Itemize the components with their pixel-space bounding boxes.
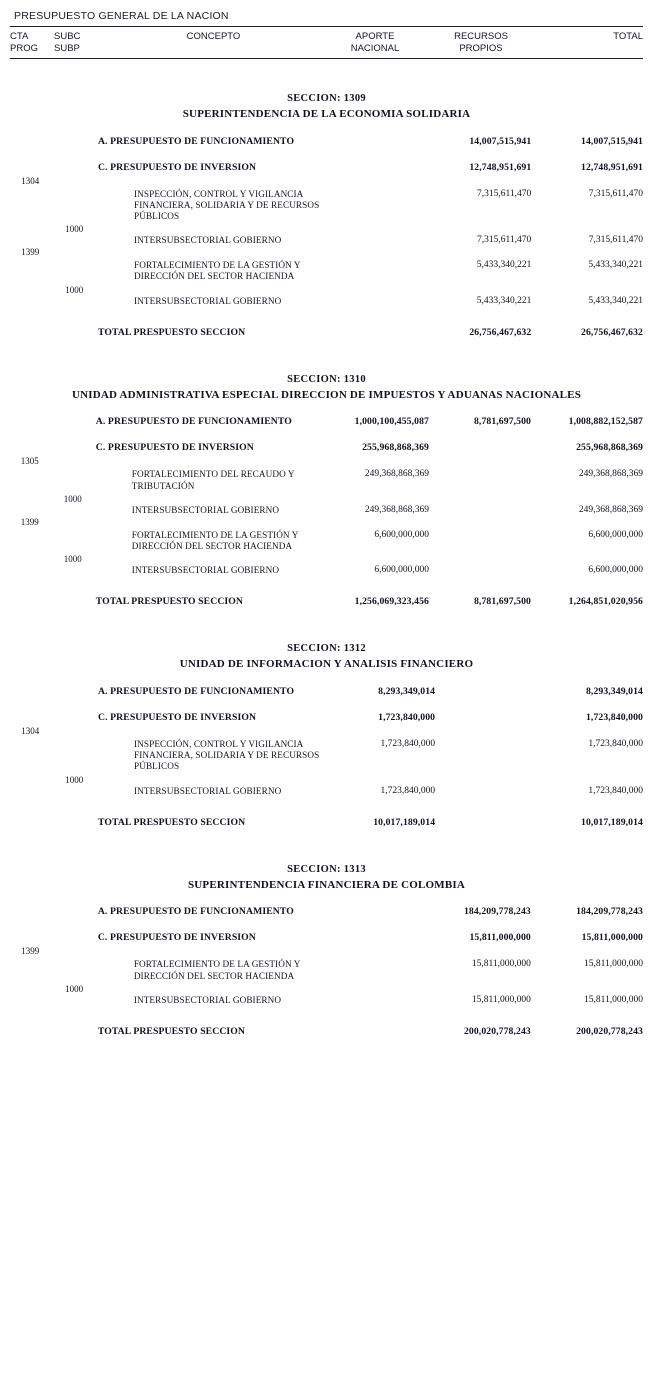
cell-aporte-nacional [333, 919, 432, 945]
cell-concepto: INSPECCIÓN, CONTROL Y VIGILANCIA FINANCIERA, SOLIDARIA Y DE RECURSOS PÚBLICOS [134, 188, 320, 221]
sections-container [0, 59, 653, 1039]
page-bottom-spacer [0, 1039, 653, 1061]
section-rows-table [10, 122, 643, 340]
cell-total: 26,756,467,632 [581, 326, 643, 338]
section-code: SECCION: 1312 [287, 643, 366, 655]
cell-subc-subp: 1000 [63, 554, 82, 565]
cell-subc-subp: 1000 [65, 284, 84, 295]
cell-aporte-nacional [333, 945, 432, 982]
cell-aporte-nacional: 1,000,100,455,087 [354, 416, 429, 428]
cell-total: 15,811,000,000 [583, 994, 643, 1005]
cell-total: 1,264,851,020,956 [568, 596, 643, 608]
table-row [10, 945, 643, 982]
column-header-cta-prog [10, 27, 54, 58]
cell-cta-prog [10, 307, 51, 340]
cell-concepto: FORTALECIMIENTO DE LA GESTIÓN Y DIRECCIÓN DEL SECTOR HACIENDA [134, 260, 301, 282]
cell-recursos-propios: 15,811,000,000 [469, 932, 531, 944]
cell-recursos-propios [441, 774, 539, 797]
table-row [10, 284, 643, 307]
cell-cta-prog: 1399 [21, 946, 40, 957]
cell-subc-subp [51, 307, 98, 340]
cell-recursos-propios [441, 725, 539, 774]
cell-concepto: C. PRESUPUESTO DE INVERSION [98, 161, 257, 173]
cell-aporte-nacional [333, 307, 433, 340]
table-row [10, 892, 643, 919]
cell-subc-subp [50, 1006, 97, 1039]
column-header-recursos-propios [429, 27, 533, 58]
cell-recursos-propios: 7,315,611,470 [477, 235, 532, 246]
cell-recursos-propios [435, 553, 539, 576]
cell-subc-subp [51, 246, 98, 283]
cell-concepto: FORTALECIMIENTO DEL RECAUDO Y TRIBUTACIÓN [131, 469, 295, 491]
cell-concepto: TOTAL PRESPUESTO SECCION [95, 596, 244, 608]
section-total-row [10, 797, 643, 830]
cell-cta-prog: 1399 [20, 516, 39, 527]
cell-concepto: TOTAL PRESPUESTO SECCION [97, 1025, 246, 1037]
cell-aporte-nacional: 1,723,840,000 [378, 711, 436, 723]
section-total-row [10, 576, 643, 609]
table-row [10, 672, 643, 699]
cell-total: 200,020,778,243 [576, 1025, 643, 1037]
cell-subc-subp [51, 175, 98, 224]
cell-concepto: TOTAL PRESPUESTO SECCION [98, 816, 246, 828]
table-row [10, 493, 643, 516]
table-row [10, 402, 643, 429]
cell-concepto: INSPECCIÓN, CONTROL Y VIGILANCIA FINANCIERA, SOLIDARIA Y DE RECURSOS PÚBLICOS [134, 738, 320, 772]
section-total-row [10, 307, 643, 340]
section-rows-table [10, 892, 643, 1038]
cell-cta-prog [10, 223, 51, 246]
cell-subc-subp [51, 122, 98, 149]
cell-aporte-nacional [333, 246, 433, 283]
cell-subc-subp: 1000 [65, 224, 84, 235]
cell-recursos-propios [435, 455, 539, 492]
cell-total: 1,008,882,152,587 [568, 416, 643, 428]
cell-total: 6,600,000,000 [588, 529, 643, 540]
cell-total: 7,315,611,470 [588, 235, 643, 246]
cell-recursos-propios [441, 797, 539, 830]
table-row [10, 175, 643, 224]
cell-concepto: INTERSUBSECTORIAL GOBIERNO [131, 565, 280, 576]
cell-subc-subp [50, 945, 97, 982]
cell-aporte-nacional: 6,600,000,000 [374, 565, 429, 576]
cell-subc-subp: 1000 [65, 983, 84, 994]
cell-total: 8,293,349,014 [585, 685, 643, 697]
cell-subc-subp: 1000 [63, 493, 82, 504]
table-row [10, 553, 643, 576]
cell-concepto: FORTALECIMIENTO DE LA GESTIÓN Y DIRECCIÓN DEL SECTOR HACIENDA [131, 529, 299, 551]
cell-concepto: C. PRESUPUESTO DE INVERSION [95, 442, 254, 454]
cell-aporte-nacional [333, 1006, 432, 1039]
section-gap [0, 830, 653, 864]
cell-total: 14,007,515,941 [581, 135, 643, 147]
cell-cta-prog [10, 553, 50, 576]
cell-recursos-propios: 7,315,611,470 [477, 188, 532, 199]
column-header-subp: SUBP [54, 42, 80, 54]
document-title: PRESUPUESTO GENERAL DE LA NACION [14, 10, 229, 22]
cell-concepto: INTERSUBSECTORIAL GOBIERNO [134, 235, 282, 246]
cell-aporte-nacional: 255,968,868,369 [362, 442, 429, 454]
cell-subc-subp [50, 919, 97, 945]
cell-recursos-propios: 8,781,697,500 [473, 596, 531, 608]
cell-subc-subp [50, 429, 96, 455]
cell-total: 15,811,000,000 [583, 959, 643, 970]
cell-recursos-propios: 5,433,340,221 [476, 260, 532, 271]
section-gap [0, 340, 653, 374]
cell-cta-prog [10, 919, 50, 945]
cell-total: 12,748,951,691 [581, 161, 643, 173]
cell-recursos-propios [435, 516, 539, 553]
cell-total: 184,209,778,243 [576, 906, 643, 918]
cell-total: 1,723,840,000 [585, 711, 643, 723]
cell-aporte-nacional [333, 284, 433, 307]
cell-subc-subp: 1000 [65, 774, 84, 785]
cell-subc-subp [50, 455, 96, 492]
table-row [10, 516, 643, 553]
cell-cta-prog: 1399 [21, 247, 40, 258]
cell-subc-subp [51, 149, 98, 175]
cell-subc-subp [50, 576, 96, 609]
cell-total: 1,723,840,000 [588, 738, 643, 749]
cell-recursos-propios [441, 672, 539, 699]
cell-concepto: INTERSUBSECTORIAL GOBIERNO [133, 994, 282, 1005]
cell-total: 255,968,868,369 [576, 442, 643, 454]
table-row [10, 774, 643, 797]
cell-concepto: A. PRESUPUESTO DE FUNCIONAMIENTO [98, 135, 295, 147]
cell-aporte-nacional: 249,368,868,369 [364, 504, 429, 515]
cell-recursos-propios: 15,811,000,000 [471, 994, 531, 1005]
cell-concepto: TOTAL PRESPUESTO SECCION [98, 326, 246, 338]
cell-recursos-propios: 5,433,340,221 [476, 295, 532, 306]
table-row [10, 455, 643, 492]
table-row [10, 983, 643, 1006]
cell-recursos-propios: 12,748,951,691 [469, 161, 532, 173]
table-row [10, 223, 643, 246]
column-header-aporte-line2: NACIONAL [350, 42, 400, 54]
cell-subc-subp [50, 892, 97, 919]
cell-total: 10,017,189,014 [581, 816, 643, 828]
cell-subc-subp [51, 725, 98, 774]
cell-total: 5,433,340,221 [588, 260, 643, 271]
column-header-total: TOTAL [613, 31, 643, 42]
cell-total: 7,315,611,470 [588, 188, 643, 199]
cell-total: 249,368,868,369 [578, 504, 643, 515]
cell-total: 6,600,000,000 [588, 565, 643, 576]
section-gap [0, 609, 653, 643]
cell-cta-prog: 1305 [20, 456, 39, 467]
cell-cta-prog [10, 1006, 50, 1039]
section-name: UNIDAD DE INFORMACION Y ANALISIS FINANCIERO [179, 658, 474, 671]
table-row [10, 246, 643, 283]
section-block [0, 864, 653, 1039]
section-block [0, 374, 653, 610]
column-header-aporte-nacional [321, 27, 429, 58]
section-name: SUPERINTENDENCIA DE LA ECONOMIA SOLIDARIA [182, 107, 471, 120]
cell-cta-prog [10, 402, 50, 429]
column-header-recursos-line2: PROPIOS [459, 42, 503, 54]
section-total-row [10, 1006, 643, 1039]
cell-recursos-propios [441, 699, 539, 725]
section-name: UNIDAD ADMINISTRATIVA ESPECIAL DIRECCION DE IMPUESTOS Y ADUANAS NACIONALES [71, 388, 582, 401]
section-code: SECCION: 1310 [287, 373, 366, 385]
cell-cta-prog [10, 149, 51, 175]
cell-aporte-nacional: 10,017,189,014 [373, 816, 436, 828]
cell-aporte-nacional: 1,256,069,323,456 [354, 596, 429, 608]
cell-cta-prog [10, 983, 50, 1006]
cell-concepto: A. PRESUPUESTO DE FUNCIONAMIENTO [97, 906, 294, 918]
column-header-table [10, 27, 643, 58]
cell-cta-prog [10, 699, 51, 725]
section-gap [0, 59, 653, 93]
cell-total: 249,368,868,369 [578, 469, 643, 480]
cell-cta-prog [10, 892, 50, 919]
cell-aporte-nacional [333, 149, 433, 175]
cell-aporte-nacional: 1,723,840,000 [380, 738, 436, 749]
cell-aporte-nacional: 6,600,000,000 [374, 529, 429, 540]
cell-subc-subp [50, 516, 96, 553]
table-row [10, 919, 643, 945]
cell-concepto: A. PRESUPUESTO DE FUNCIONAMIENTO [95, 416, 292, 428]
cell-cta-prog [10, 284, 51, 307]
cell-total: 1,723,840,000 [588, 785, 643, 796]
cell-concepto: C. PRESUPUESTO DE INVERSION [97, 932, 256, 944]
column-header-subc: SUBC [54, 31, 81, 42]
cell-recursos-propios: 8,781,697,500 [473, 416, 531, 428]
section-rows-table [10, 672, 643, 830]
cell-concepto: INTERSUBSECTORIAL GOBIERNO [134, 785, 282, 796]
cell-concepto: INTERSUBSECTORIAL GOBIERNO [131, 504, 280, 515]
cell-subc-subp [51, 672, 98, 699]
cell-cta-prog [10, 429, 50, 455]
cell-cta-prog [10, 122, 51, 149]
cell-recursos-propios [435, 429, 539, 455]
cell-aporte-nacional [333, 223, 433, 246]
cell-aporte-nacional [333, 892, 432, 919]
table-row [10, 122, 643, 149]
cell-aporte-nacional [333, 983, 432, 1006]
table-row [10, 429, 643, 455]
section-code: SECCION: 1313 [287, 863, 366, 875]
cell-aporte-nacional: 8,293,349,014 [378, 685, 436, 697]
section-rows-table [10, 402, 643, 609]
cell-concepto: INTERSUBSECTORIAL GOBIERNO [134, 295, 282, 306]
cell-aporte-nacional: 249,368,868,369 [364, 469, 429, 480]
cell-subc-subp [51, 797, 98, 830]
cell-concepto: FORTALECIMIENTO DE LA GESTIÓN Y DIRECCIÓN DEL SECTOR HACIENDA [133, 959, 301, 981]
cell-cta-prog [10, 774, 51, 797]
section-block [0, 643, 653, 829]
column-header-subc-subp [54, 27, 106, 58]
column-header-prog: PROG [10, 42, 38, 54]
cell-recursos-propios [435, 493, 539, 516]
column-header-cta: CTA [10, 31, 29, 42]
cell-recursos-propios: 200,020,778,243 [463, 1025, 531, 1037]
section-block [0, 93, 653, 340]
cell-recursos-propios: 26,756,467,632 [469, 326, 532, 338]
cell-aporte-nacional [333, 122, 433, 149]
column-header-concepto: CONCEPTO [186, 31, 241, 42]
cell-subc-subp [50, 402, 96, 429]
cell-concepto: C. PRESUPUESTO DE INVERSION [98, 711, 257, 723]
cell-recursos-propios: 15,811,000,000 [471, 959, 531, 970]
cell-aporte-nacional [333, 175, 433, 224]
table-row [10, 725, 643, 774]
cell-cta-prog: 1304 [21, 725, 40, 736]
cell-total: 15,811,000,000 [581, 932, 643, 944]
cell-cta-prog [10, 576, 50, 609]
cell-recursos-propios: 14,007,515,941 [469, 135, 532, 147]
table-row [10, 149, 643, 175]
cell-cta-prog: 1304 [21, 175, 40, 186]
column-header-aporte-line1: APORTE [355, 31, 395, 42]
section-name: SUPERINTENDENCIA FINANCIERA DE COLOMBIA [187, 878, 466, 891]
cell-cta-prog [10, 493, 50, 516]
table-row [10, 699, 643, 725]
cell-subc-subp [51, 699, 98, 725]
cell-total: 5,433,340,221 [588, 295, 643, 306]
section-code: SECCION: 1309 [287, 92, 366, 104]
cell-cta-prog [10, 672, 51, 699]
cell-cta-prog [10, 797, 51, 830]
column-header-recursos-line1: RECURSOS [454, 31, 508, 42]
cell-concepto: A. PRESUPUESTO DE FUNCIONAMIENTO [98, 685, 295, 697]
cell-aporte-nacional: 1,723,840,000 [380, 785, 436, 796]
cell-recursos-propios: 184,209,778,243 [463, 906, 531, 918]
